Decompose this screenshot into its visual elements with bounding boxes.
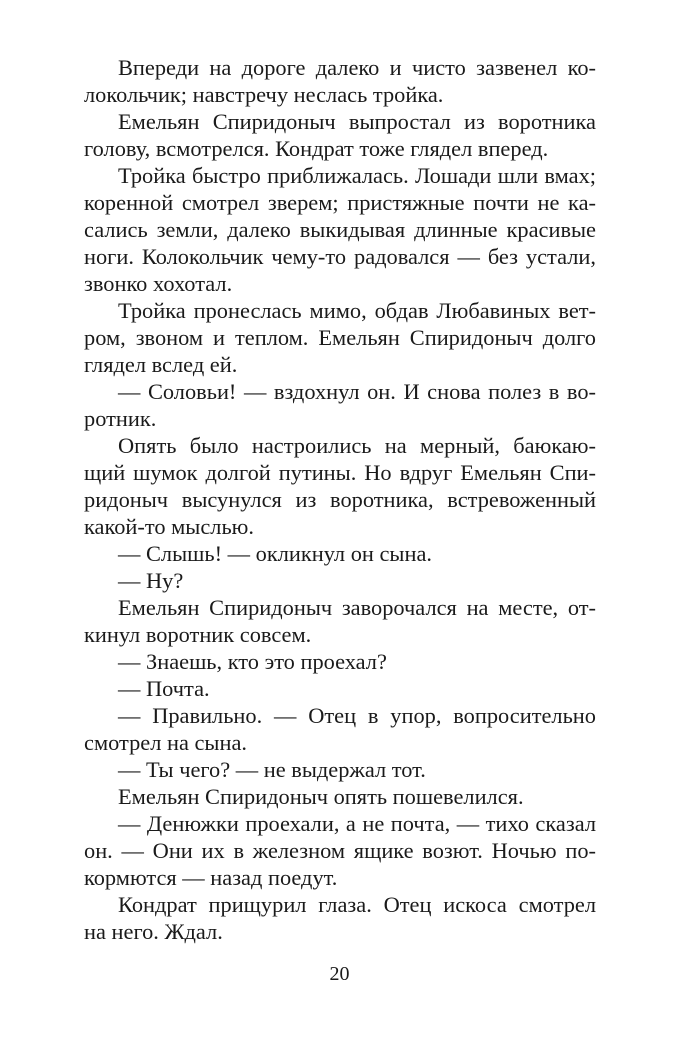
text-line: — Соловьи! — вздохнул он. И снова полез в во-	[118, 379, 596, 404]
text-line: ротник.	[84, 406, 157, 431]
page-text	[84, 54, 596, 945]
text-line: он. — Они их в железном ящике возют. Ночью по-	[84, 838, 596, 863]
paragraph	[84, 702, 596, 756]
text-line: какой-то мыслью.	[84, 514, 254, 539]
text-line: ридоныч высунулся из воротника, встревоженный	[84, 487, 596, 512]
paragraph	[84, 648, 596, 675]
text-line: Кондрат прищурил глаза. Отец искоса смотрел	[118, 892, 596, 917]
text-line: — Правильно. — Отец в упор, вопросительно	[118, 703, 596, 728]
paragraph	[84, 162, 596, 297]
paragraph	[84, 783, 596, 810]
text-line: кинул воротник совсем.	[84, 622, 312, 647]
text-line: ром, звоном и теплом. Емельян Спиридоныч долго	[84, 325, 596, 350]
text-line: смотрел на сына.	[84, 730, 247, 755]
text-line: звонко хохотал.	[84, 271, 233, 296]
text-line: — Почта.	[118, 676, 210, 701]
text-line: Емельян Спиридоныч опять пошевелился.	[118, 784, 524, 809]
paragraph	[84, 297, 596, 378]
text-line: Тройка пронеслась мимо, обдав Любавиных вет-	[118, 298, 596, 323]
text-line: голову, всмотрелся. Кондрат тоже глядел вперед.	[84, 136, 549, 161]
text-line: коренной смотрел зверем; пристяжные почти не ка-	[84, 190, 596, 215]
paragraph	[84, 108, 596, 162]
text-line: сались земли, далеко выкидывая длинные красивые	[84, 217, 596, 242]
text-line: локольчик; навстречу неслась тройка.	[84, 82, 444, 107]
text-line: — Ну?	[118, 568, 184, 593]
paragraph	[84, 675, 596, 702]
text-line: Тройка быстро приближалась. Лошади шли вмах;	[118, 163, 596, 188]
text-line: Емельян Спиридоныч заворочался на месте, от-	[118, 595, 596, 620]
paragraph	[84, 378, 596, 432]
paragraph	[84, 54, 596, 108]
text-line: на него. Ждал.	[84, 919, 223, 944]
text-line: — Слышь! — окликнул он сына.	[118, 541, 432, 566]
text-line: — Знаешь, кто это проехал?	[118, 649, 387, 674]
paragraph	[84, 540, 596, 567]
paragraph	[84, 756, 596, 783]
text-line: кормются — назад поедут.	[84, 865, 338, 890]
text-line: щий шумок долгой путины. Но вдруг Емельян Спи-	[84, 460, 596, 485]
text-line: — Денюжки проехали, а не почта, — тихо сказал	[118, 811, 596, 836]
page-number: 20	[329, 963, 350, 985]
text-line: Впереди на дороге далеко и чисто зазвенел ко-	[118, 55, 596, 80]
paragraph	[84, 891, 596, 945]
paragraph	[84, 432, 596, 540]
text-line: ноги. Колокольчик чему-то радовался — без устали,	[84, 244, 596, 269]
text-line: Опять было настроились на мерный, баюкаю-	[118, 433, 596, 458]
paragraph	[84, 594, 596, 648]
paragraph	[84, 810, 596, 891]
text-line: глядел вслед ей.	[84, 352, 238, 377]
paragraph	[84, 567, 596, 594]
text-line: Емельян Спиридоныч выпростал из воротника	[118, 109, 596, 134]
text-line: — Ты чего? — не выдержал тот.	[118, 757, 426, 782]
